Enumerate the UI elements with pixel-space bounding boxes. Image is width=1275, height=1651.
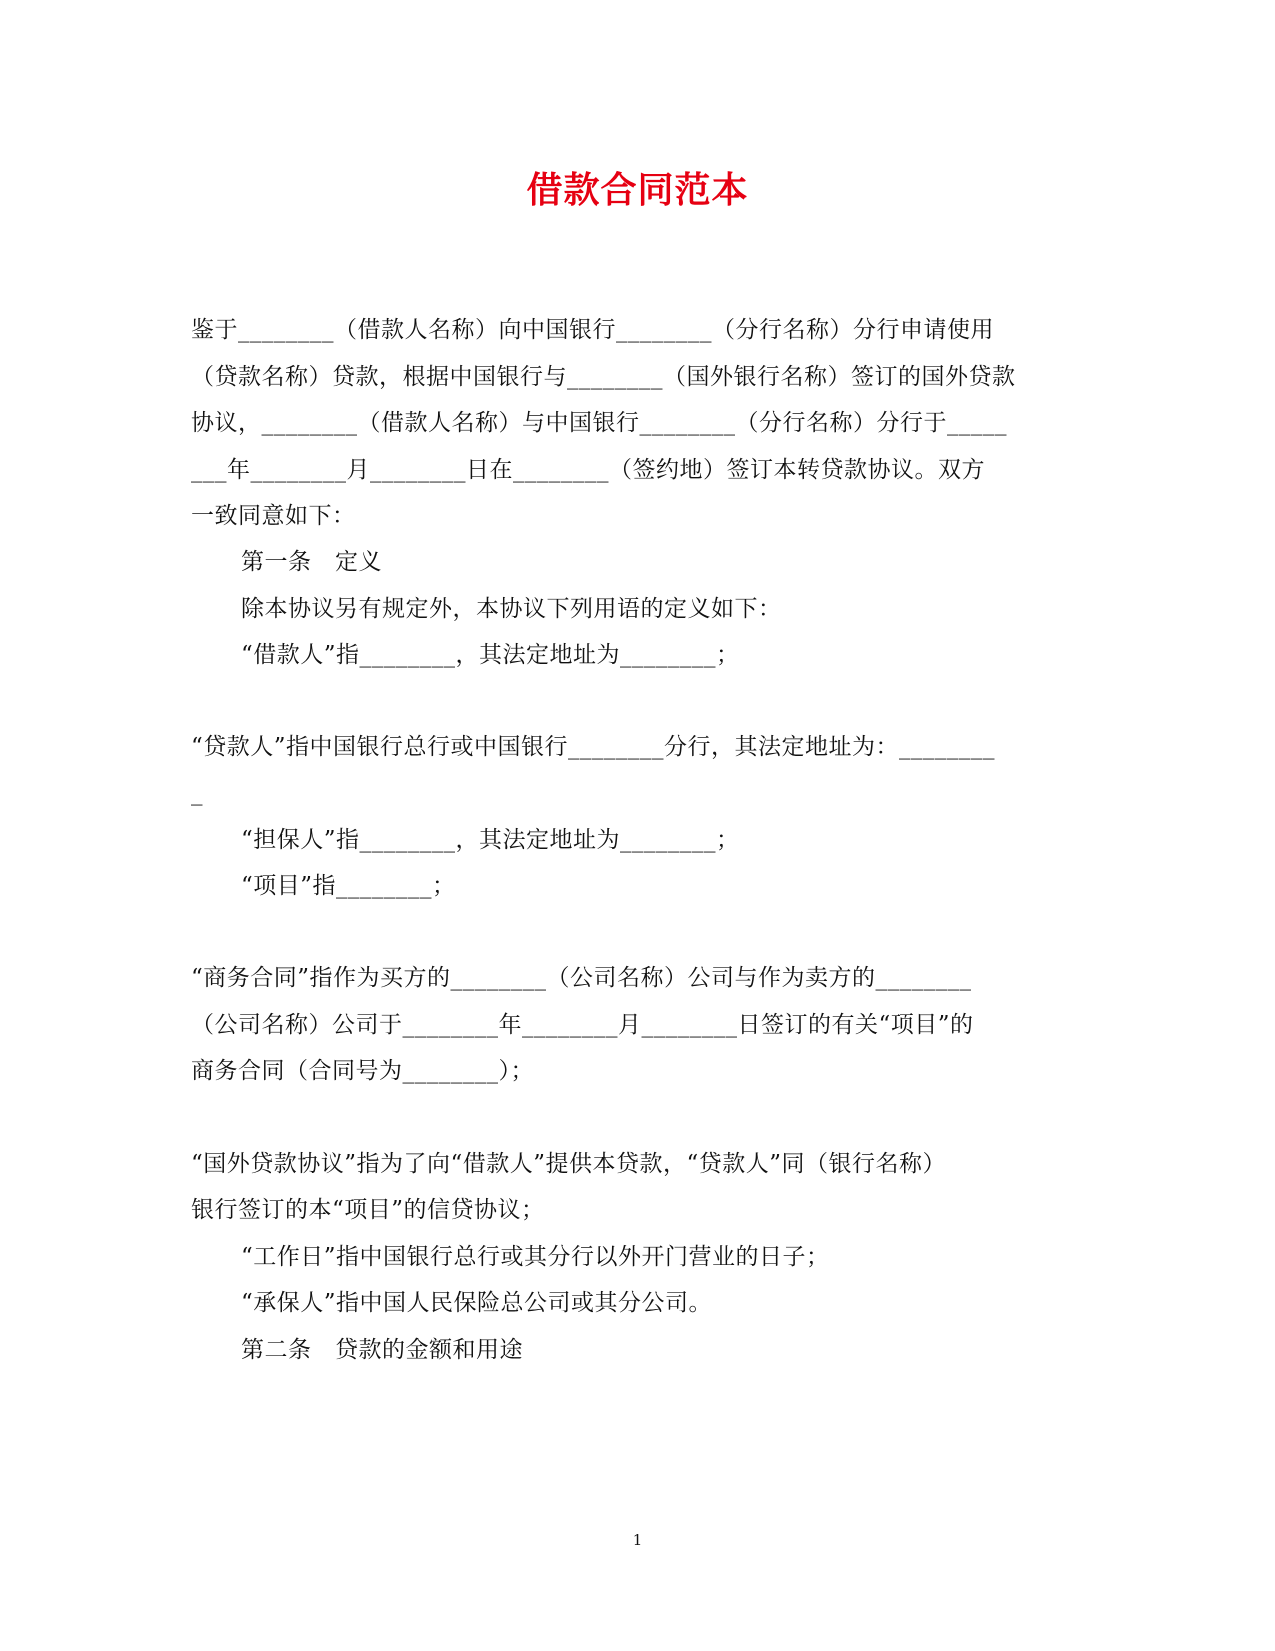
definition-line: “贷款人”指中国银行总行或中国银行________分行，其法定地址为：________ bbox=[191, 734, 996, 760]
article-heading: 第二条 贷款的金额和用途 bbox=[241, 1337, 523, 1363]
definition-line: “工作日”指中国银行总行或其分行以外开门营业的日子； bbox=[241, 1244, 830, 1270]
paragraph-line: _ bbox=[191, 780, 203, 806]
paragraph-line: ___年________月________日在________（签约地）签订本转贷款协议。双方 bbox=[191, 457, 985, 483]
definition-line: “担保人”指________，其法定地址为________； bbox=[241, 827, 740, 853]
definition-line: “项目”指________； bbox=[241, 873, 456, 899]
article-heading: 第一条 定义 bbox=[241, 549, 382, 575]
definition-line: “借款人”指________，其法定地址为________； bbox=[241, 642, 740, 668]
definition-line: “商务合同”指作为买方的________（公司名称）公司与作为卖方的________ bbox=[191, 965, 972, 991]
paragraph-line: （贷款名称）贷款，根据中国银行与________（国外银行名称）签订的国外贷款 bbox=[191, 364, 1016, 390]
document-title: 借款合同范本 bbox=[526, 169, 749, 211]
page-number: 1 bbox=[632, 1531, 643, 1549]
paragraph-line: 一致同意如下： bbox=[191, 503, 356, 529]
paragraph-line: 协议，________（借款人名称）与中国银行________（分行名称）分行于_____ bbox=[191, 410, 1007, 436]
paragraph-line: 商务合同（合同号为________）； bbox=[191, 1058, 534, 1084]
paragraph-line: 鉴于________（借款人名称）向中国银行________（分行名称）分行申请使用 bbox=[191, 317, 994, 343]
definition-line: “国外贷款协议”指为了向“借款人”提供本贷款，“贷款人”同（银行名称） bbox=[191, 1151, 947, 1177]
paragraph-line: 除本协议另有规定外，本协议下列用语的定义如下： bbox=[241, 596, 782, 622]
definition-line: “承保人”指中国人民保险总公司或其分公司。 bbox=[241, 1290, 713, 1316]
paragraph-line: （公司名称）公司于________年________月________日签订的有关“项目”的 bbox=[191, 1012, 974, 1038]
paragraph-line: 银行签订的本“项目”的信贷协议； bbox=[191, 1197, 545, 1223]
